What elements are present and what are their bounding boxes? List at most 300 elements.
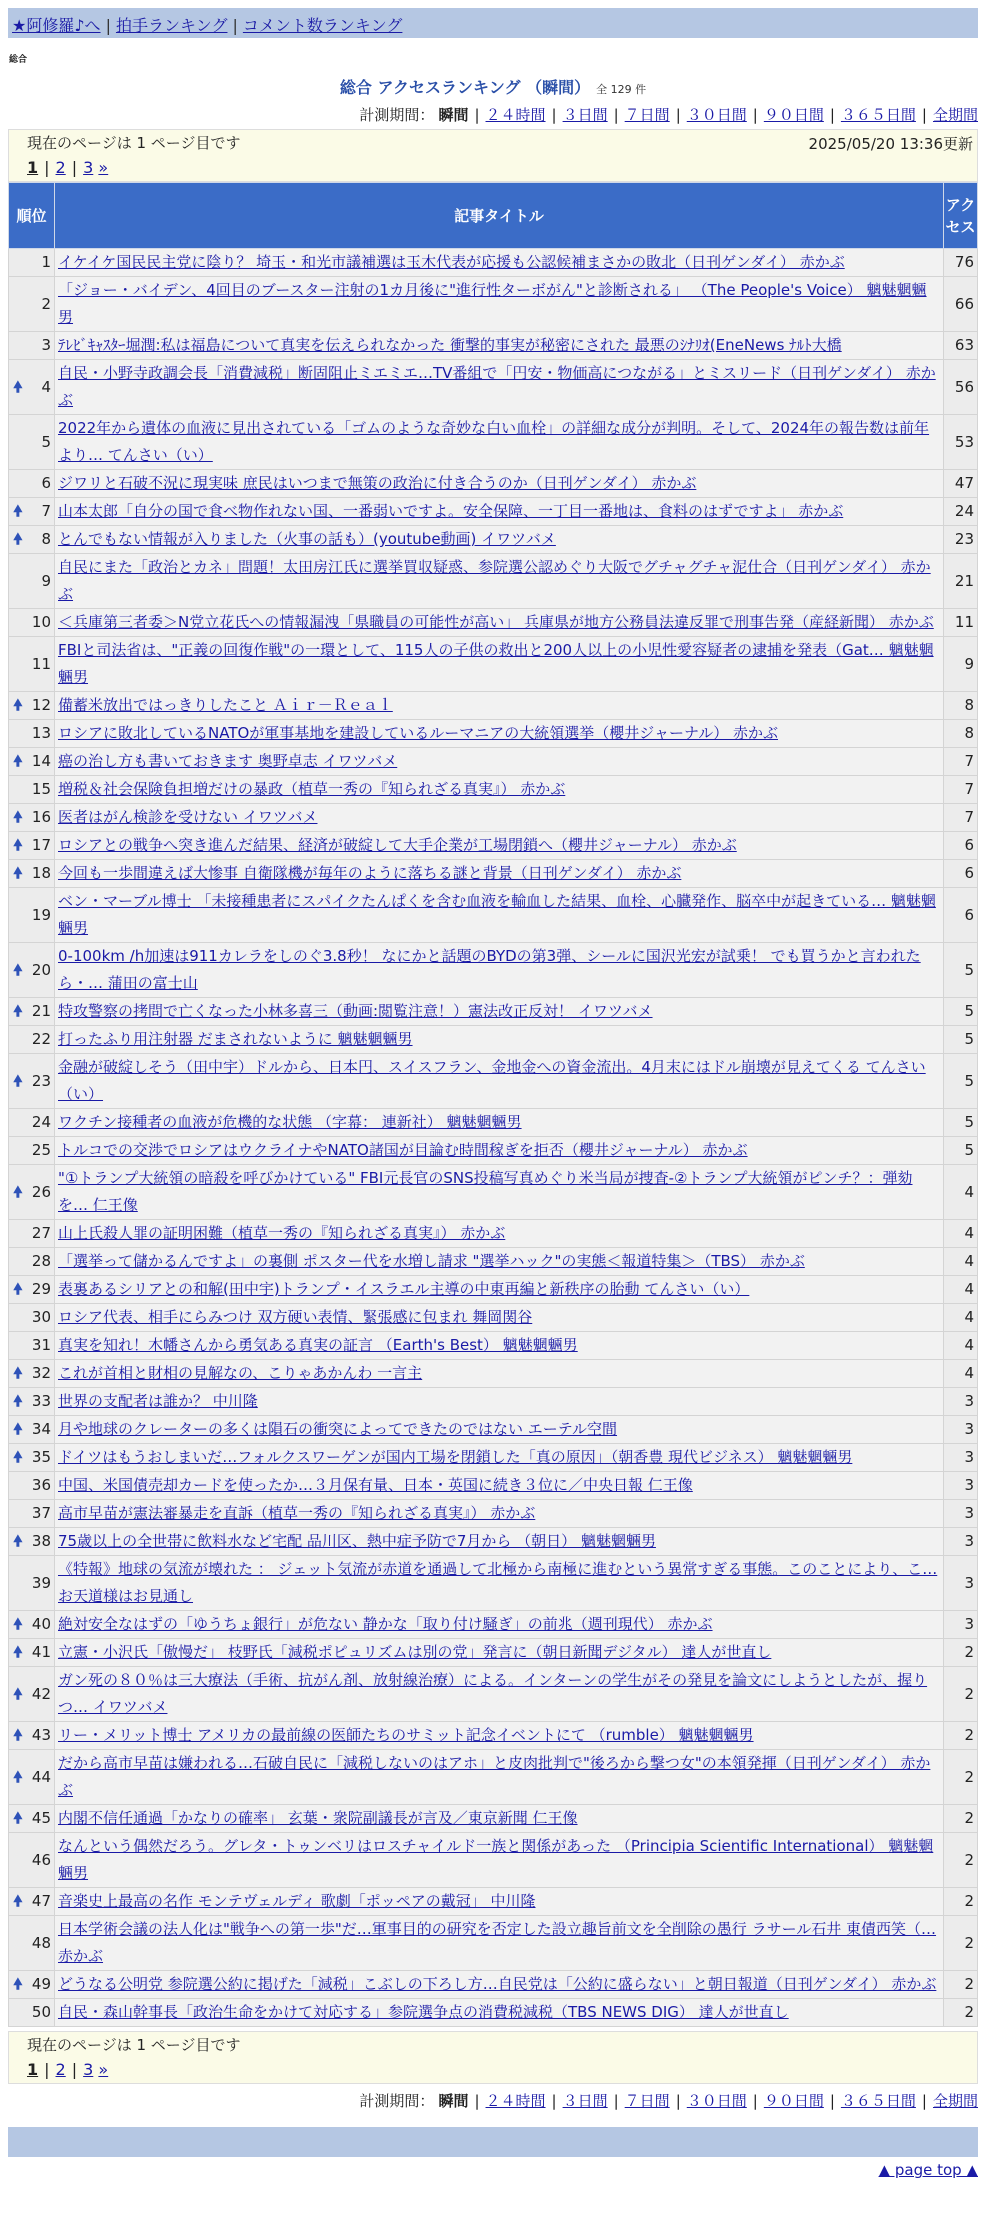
access-count: 2 (944, 1971, 978, 1999)
title-cell (55, 1750, 944, 1805)
period-link[interactable]: ７日間 (624, 106, 670, 124)
access-count: 2 (944, 1833, 978, 1888)
table-row (9, 1388, 978, 1416)
title-cell (55, 1220, 944, 1248)
period-label: 計測期間： (359, 106, 435, 124)
title-cell (55, 998, 944, 1026)
period-link[interactable]: ３０日間 (686, 2092, 747, 2110)
rank-number: 10 (31, 613, 51, 631)
arrow-up-icon: 🠝 (13, 960, 23, 979)
arrow-up-icon: 🠝 (13, 864, 23, 882)
period-separator: | (551, 106, 557, 124)
rank-cell (9, 1999, 55, 2027)
rank-number: 46 (31, 1850, 51, 1869)
rank-cell (9, 1556, 55, 1611)
access-count: 5 (944, 1109, 978, 1137)
rank-number: 9 (41, 571, 51, 590)
article-link[interactable]: これが首相と財相の見解なの、こりゃあかんわ 一言主 (58, 1364, 423, 1382)
title-cell (55, 1999, 944, 2027)
rank-number: 30 (31, 1308, 51, 1326)
table-row (9, 637, 978, 692)
access-count: 56 (944, 360, 978, 415)
title-cell (55, 1416, 944, 1444)
access-count: 9 (944, 637, 978, 692)
top-nav-bar (8, 8, 978, 38)
article-link[interactable]: 「選挙って儲かるんですよ」の裏側 ポスター代を水増し請求 "選挙ハック"の実態＜報道特集＞（TBS） 赤かぶ (58, 1252, 805, 1270)
article-link[interactable]: ロシア代表、相手にらみつけ 双方硬い表情、緊張感に包まれ 舞岡関谷 (58, 1308, 533, 1326)
rank-cell (9, 1416, 55, 1444)
period-separator: | (613, 106, 619, 124)
table-row (9, 609, 978, 637)
title-cell (55, 1276, 944, 1304)
access-count: 4 (944, 1220, 978, 1248)
rank-number: 47 (31, 1892, 51, 1910)
period-link[interactable]: ７日間 (624, 2092, 670, 2110)
article-link[interactable]: 増税＆社会保険負担増だけの暴政（植草一秀の『知られざる真実』） 赤かぶ (58, 780, 566, 798)
rank-cell (9, 720, 55, 748)
total-count: 全 129 件 (596, 83, 647, 96)
rank-number: 39 (31, 1573, 51, 1592)
period-separator: | (921, 106, 927, 124)
rank-number: 34 (31, 1420, 51, 1438)
arrow-up-icon: 🠝 (13, 808, 23, 826)
article-link[interactable]: 金融が破綻しそう（田中宇）ドルから、日本円、スイスフラン、金地金への資金流出。4月末にはドル崩壊が見えてくる てんさい（い） (58, 1058, 926, 1103)
title-header: 記事タイトル (55, 183, 944, 249)
rank-number: 4 (41, 377, 51, 396)
period-link[interactable]: ９０日間 (763, 2092, 824, 2110)
title-cell (55, 804, 944, 832)
article-link[interactable]: "①トランプ大統領の暗殺を呼びかけている" FBI元長官のSNS投稿写真めぐり米当局が捜査-②トランプ大統領がピンチ？：弾劾を… 仁王像 (58, 1169, 913, 1214)
title-cell (55, 1611, 944, 1639)
rank-number: 42 (31, 1684, 51, 1703)
rank-number: 26 (31, 1182, 51, 1201)
article-link[interactable]: 2022年から遺体の血液に見出されている「ゴムのような奇妙な白い血栓」の詳細な成分が判明。そして、2024年の報告数は前年より… てんさい（い） (58, 419, 930, 464)
table-row (9, 776, 978, 804)
access-count: 7 (944, 804, 978, 832)
rank-number: 11 (31, 654, 51, 673)
rank-cell (9, 1888, 55, 1916)
access-count: 4 (944, 1332, 978, 1360)
table-row (9, 1444, 978, 1472)
table-row (9, 1528, 978, 1556)
rank-number: 49 (31, 1975, 51, 1993)
access-count: 5 (944, 1026, 978, 1054)
pager-separator: | (71, 2060, 78, 2079)
article-link[interactable]: 音楽史上最高の名作 モンテヴェルディ 歌劇「ポッペアの戴冠」 中川隆 (58, 1892, 536, 1910)
rank-number: 35 (31, 1448, 51, 1466)
table-row (9, 1276, 978, 1304)
title-cell (55, 1109, 944, 1137)
rank-cell (9, 1722, 55, 1750)
article-link[interactable]: 自民・小野寺政調会長「消費減税」断固阻止ミエミエ…TV番組で「円安・物価高につながる」とミスリード（日刊ゲンダイ） 赤かぶ (58, 364, 936, 409)
article-link[interactable]: 備蓄米放出ではっきりしたこと Ａｉｒ－Ｒｅａｌ (58, 696, 393, 714)
access-count: 7 (944, 776, 978, 804)
arrow-up-icon: 🠝 (13, 1280, 23, 1298)
access-count: 3 (944, 1556, 978, 1611)
rank-cell (9, 249, 55, 277)
title-cell (55, 415, 944, 470)
table-row (9, 1722, 978, 1750)
access-count: 66 (944, 277, 978, 332)
table-row (9, 1556, 978, 1611)
table-row (9, 526, 978, 554)
title-cell (55, 860, 944, 888)
access-count: 2 (944, 1888, 978, 1916)
title-cell (55, 249, 944, 277)
article-link[interactable]: 内閣不信任通過「かなりの確率」 玄葉・衆院副議長が言及／東京新聞 仁王像 (58, 1809, 578, 1827)
rank-number: 28 (31, 1252, 51, 1270)
table-row (9, 1360, 978, 1388)
title-cell (55, 692, 944, 720)
page-info-text: 現在のページは 1 ページ目です (27, 2036, 241, 2054)
ranking-table (8, 182, 978, 2027)
rank-cell (9, 1611, 55, 1639)
article-link[interactable]: 世界の支配者は誰か？ 中川隆 (58, 1392, 258, 1410)
access-count: 5 (944, 998, 978, 1026)
arrow-up-icon: 🠝 (13, 530, 23, 548)
pager (27, 158, 977, 177)
table-row (9, 1888, 978, 1916)
rank-number: 36 (31, 1476, 51, 1494)
table-row (9, 1248, 978, 1276)
arrow-up-icon: 🠝 (13, 752, 23, 770)
rank-cell (9, 1971, 55, 1999)
arrow-up-icon: 🠝 (13, 1071, 23, 1090)
access-count: 47 (944, 470, 978, 498)
nav-separator: | (105, 16, 111, 35)
article-link[interactable]: 癌の治し方も書いておきます 奥野卓志 イワツバメ (58, 752, 398, 770)
arrow-up-icon: 🠝 (13, 1420, 23, 1438)
table-row (9, 1805, 978, 1833)
rank-number: 3 (41, 336, 51, 354)
period-link[interactable]: ２４時間 (485, 2092, 546, 2110)
rank-cell (9, 1332, 55, 1360)
rank-cell (9, 1137, 55, 1165)
arrow-up-icon: 🠝 (13, 377, 23, 396)
arrow-up-icon: 🠝 (13, 1448, 23, 1466)
rank-cell (9, 554, 55, 609)
rank-number: 1 (41, 253, 51, 271)
rank-number: 15 (31, 780, 51, 798)
access-count: 5 (944, 1137, 978, 1165)
arrow-up-icon: 🠝 (13, 1684, 23, 1703)
table-row (9, 1750, 978, 1805)
access-count: 7 (944, 748, 978, 776)
period-selector (0, 104, 978, 125)
table-row (9, 360, 978, 415)
arrow-up-icon: 🠝 (13, 1392, 23, 1410)
article-link[interactable]: ジワリと石破不況に現実味 庶民はいつまで無策の政治に付き合うのか（日刊ゲンダイ） 赤かぶ (58, 474, 697, 492)
table-row (9, 1611, 978, 1639)
rank-cell (9, 1276, 55, 1304)
page-top-link[interactable]: ▲ page top ▲ (878, 2161, 978, 2179)
table-row (9, 1304, 978, 1332)
rank-cell (9, 1667, 55, 1722)
period-separator: | (921, 2092, 927, 2110)
rank-number: 40 (31, 1615, 51, 1633)
table-row (9, 1916, 978, 1971)
ranking-title: 総合 アクセスランキング （瞬間） (339, 78, 591, 97)
rank-number: 37 (31, 1504, 51, 1522)
table-row (9, 1332, 978, 1360)
rank-cell (9, 1360, 55, 1388)
table-row (9, 804, 978, 832)
table-row (9, 1054, 978, 1109)
access-count: 8 (944, 692, 978, 720)
article-link[interactable]: ﾃﾚﾋﾞｷｬｽﾀｰ堀潤:私は福島について真実を伝えられなかった 衝撃的事実が秘密にされた 最悪のｼﾅﾘｵ(EneNews ﾅﾙﾄ大橋 (58, 336, 842, 354)
period-separator: | (675, 106, 681, 124)
title-cell (55, 1304, 944, 1332)
period-separator: | (613, 2092, 619, 2110)
table-row (9, 277, 978, 332)
access-count: 5 (944, 943, 978, 998)
table-row (9, 1639, 978, 1667)
period-link[interactable]: ９０日間 (763, 106, 824, 124)
pager-link[interactable]: 3 (83, 2060, 94, 2079)
table-row (9, 249, 978, 277)
access-count: 3 (944, 1611, 978, 1639)
section-label: 総合 (9, 55, 28, 65)
article-link[interactable]: リー・メリット博士 アメリカの最前線の医師たちのサミット記念イベントにて （rumble） 魑魅魍魎男 (58, 1726, 754, 1744)
article-link[interactable]: だから高市早苗は嫌われる…石破自民に「減税しないのはアホ」と皮肉批判で"後ろから撃つ女"の本領発揮（日刊ゲンダイ） 赤かぶ (58, 1754, 931, 1799)
article-link[interactable]: ガン死の８０％は三大療法（手術、抗がん剤、放射線治療）による。インターンの学生がその発見を論文にしようとしたが、握りつ… イワツバメ (58, 1671, 928, 1716)
article-link[interactable]: 特攻警察の拷問で亡くなった小林多喜三（動画:閲覧注意！）憲法改正反対！ イワツバメ (58, 1002, 653, 1020)
rank-cell (9, 860, 55, 888)
article-link[interactable]: 自民にまた「政治とカネ」問題！太田房江氏に選挙買収疑惑、参院選公認めぐり大阪でグチャグチャ泥仕合（日刊ゲンダイ） 赤かぶ (58, 558, 931, 603)
title-cell (55, 1472, 944, 1500)
arrow-up-icon: 🠝 (13, 1182, 23, 1201)
arrow-up-icon: 🠝 (13, 1975, 23, 1993)
access-count: 4 (944, 1276, 978, 1304)
rank-cell (9, 832, 55, 860)
clap-ranking-link[interactable]: 拍手ランキング (115, 16, 228, 35)
rank-cell (9, 998, 55, 1026)
title-cell (55, 888, 944, 943)
arrow-up-icon: 🠝 (13, 836, 23, 854)
pager-link[interactable]: 2 (55, 158, 66, 177)
article-link[interactable]: なんという偶然だろう。グレタ・トゥンベリはロスチャイルド一族と関係があった （Principia Scientific International） 魑魅魍魎男 (58, 1837, 934, 1882)
rank-number: 14 (31, 752, 51, 770)
article-link[interactable]: 0-100km /h加速は911カレラをしのぐ3.8秒！ なにかと話題のBYDの第3弾、シールに国沢光宏が試乗！ でも買うかと言われたら・… 蒲田の富士山 (58, 947, 921, 992)
period-separator: | (474, 2092, 480, 2110)
access-count: 6 (944, 832, 978, 860)
rank-number: 32 (31, 1364, 51, 1382)
rank-cell (9, 1388, 55, 1416)
rank-number: 12 (31, 696, 51, 714)
pager (27, 2060, 977, 2079)
article-link[interactable]: 打ったふり用注射器 だまされないように 魑魅魍魎男 (58, 1030, 413, 1048)
period-link[interactable]: ３日間 (562, 106, 608, 124)
table-row (9, 1220, 978, 1248)
period-separator: | (752, 2092, 758, 2110)
rank-number: 50 (31, 2003, 51, 2021)
rank-cell (9, 1109, 55, 1137)
article-link[interactable]: どうなる公明党 参院選公約に掲げた「減税」こぶしの下ろし方…自民党は「公約に盛らない」と朝日報道（日刊ゲンダイ） 赤かぶ (58, 1975, 937, 1993)
article-link[interactable]: 自民・森山幹事長「政治生命をかけて対応する」参院選争点の消費税減税（TBS NEWS DIG） 達人が世直し (58, 2003, 789, 2021)
rank-cell (9, 415, 55, 470)
article-link[interactable]: 75歳以上の全世帯に飲料水など宅配 品川区、熱中症予防で7月から （朝日） 魑魅魍魎男 (58, 1532, 656, 1550)
rank-number: 16 (31, 808, 51, 826)
rank-number: 23 (31, 1071, 51, 1090)
table-row (9, 748, 978, 776)
rank-cell (9, 637, 55, 692)
article-link[interactable]: ロシアに敗北しているNATOが軍事基地を建設しているルーマニアの大統領選挙（櫻井ジャーナル） 赤かぶ (58, 724, 779, 742)
title-cell (55, 1528, 944, 1556)
article-link[interactable]: 今回も一歩間違えば大惨事 自衛隊機が毎年のように落ちる謎と背景（日刊ゲンダイ） 赤かぶ (58, 864, 682, 882)
rank-number: 20 (31, 960, 51, 979)
page-info-bottom (8, 2031, 978, 2084)
title-cell (55, 1639, 944, 1667)
access-count: 63 (944, 332, 978, 360)
rank-number: 2 (41, 294, 51, 313)
rank-number: 33 (31, 1392, 51, 1410)
title-cell (55, 637, 944, 692)
rank-cell (9, 1833, 55, 1888)
rank-cell (9, 360, 55, 415)
period-link[interactable]: ３日間 (562, 2092, 608, 2110)
rank-cell (9, 277, 55, 332)
access-count: 4 (944, 1360, 978, 1388)
period-link[interactable]: 全期間 (932, 2092, 978, 2110)
table-row (9, 1971, 978, 1999)
arrow-up-icon: 🠝 (13, 696, 23, 714)
article-link[interactable]: 中国、米国債売却カードを使ったか…３月保有量、日本・英国に続き３位に／中央日報 仁王像 (58, 1476, 693, 1494)
rank-number: 38 (31, 1532, 51, 1550)
title-cell (55, 526, 944, 554)
pager-next-link[interactable]: » (98, 2060, 109, 2079)
table-row (9, 415, 978, 470)
table-row (9, 943, 978, 998)
rank-cell (9, 470, 55, 498)
article-link[interactable]: FBIと司法省は、"正義の回復作戦"の一環として、115人の子供の救出と200人以上の小児性愛容疑者の逮捕を発表（Gat… 魑魅魍魎男 (58, 641, 934, 686)
rank-number: 24 (31, 1113, 51, 1131)
access-count: 3 (944, 1528, 978, 1556)
rank-number: 45 (31, 1809, 51, 1827)
period-separator: | (474, 106, 480, 124)
article-link[interactable]: ベン・マーブル博士 「未接種患者にスパイクたんぱくを含む血液を輸血した結果、血栓、心臓発作、脳卒中が起きている… 魑魅魍魎男 (58, 892, 936, 937)
pager-separator: | (44, 158, 50, 177)
article-link[interactable]: 真実を知れ！木幡さんから勇気ある真実の証言 （Earth's Best） 魑魅魍魎男 (58, 1336, 578, 1354)
article-link[interactable]: 医者はがん検診を受けない イワツバメ (58, 808, 318, 826)
rank-cell (9, 1805, 55, 1833)
article-link[interactable]: 表裏あるシリアとの和解(田中宇)トランプ・イスラエル主導の中東再編と新秩序の胎動 てんさい（い） (58, 1280, 750, 1298)
pager-next-link[interactable]: » (98, 158, 109, 177)
period-link[interactable]: ３６５日間 (840, 106, 916, 124)
table-row (9, 1999, 978, 2027)
article-link[interactable]: 立憲・小沢氏「傲慢だ」 枝野氏「減税ポピュリズムは別の党」発言に（朝日新聞デジタル） 達人が世直し (58, 1643, 772, 1661)
article-link[interactable]: 山本太郎「自分の国で食べ物作れない国、一番弱いですよ。安全保障、一丁目一番地は、食料のはずですよ」 赤かぶ (58, 502, 844, 520)
home-link[interactable]: ★阿修羅♪へ (12, 16, 101, 35)
title-cell (55, 1026, 944, 1054)
access-count: 4 (944, 1248, 978, 1276)
title-cell (55, 1667, 944, 1722)
access-count: 53 (944, 415, 978, 470)
period-link[interactable]: ３６５日間 (840, 2092, 916, 2110)
table-row (9, 998, 978, 1026)
page-info-top (8, 129, 978, 182)
table-row (9, 1026, 978, 1054)
article-link[interactable]: とんでもない情報が入りました（火事の話も）(youtube動画) イワツバメ (58, 530, 556, 548)
article-link[interactable]: イケイケ国民民主党に陰り？ 埼玉・和光市議補選は玉木代表が応援も公認候補まさかの敗北（日刊ゲンダイ） 赤かぶ (58, 253, 845, 271)
article-link[interactable]: 《特報》地球の気流が壊れた ： ジェット気流が赤道を通過して北極から南極に進むという異常すぎる事態。このことにより、こ… お天道様はお見通し (58, 1560, 938, 1605)
period-link[interactable]: 全期間 (932, 106, 978, 124)
page-info-text: 現在のページは 1 ページ目です (27, 134, 241, 152)
arrow-up-icon: 🠝 (13, 1726, 23, 1744)
access-count: 3 (944, 1444, 978, 1472)
comment-ranking-link[interactable]: コメント数ランキング (242, 16, 403, 35)
title-cell (55, 720, 944, 748)
article-link[interactable]: ワクチン接種者の血液が危機的な状態 （字幕： 連新社） 魑魅魍魎男 (58, 1113, 522, 1131)
table-row (9, 888, 978, 943)
article-link[interactable]: 高市早苗が憲法審暴走を直訴（植草一秀の『知られざる真実』） 赤かぶ (58, 1504, 536, 1522)
title-cell (55, 1971, 944, 1999)
article-link[interactable]: ドイツはもうおしまいだ…フォルクスワーゲンが国内工場を閉鎖した「真の原因」（朝香豊 現代ビジネス） 魑魅魍魎男 (58, 1448, 853, 1466)
table-row (9, 1667, 978, 1722)
rank-cell (9, 1444, 55, 1472)
rank-number: 7 (41, 502, 51, 520)
rank-cell (9, 776, 55, 804)
pager-separator: | (44, 2060, 50, 2079)
title-cell (55, 1165, 944, 1220)
title-cell (55, 1332, 944, 1360)
article-link[interactable]: ロシアとの戦争へ突き進んだ結果、経済が破綻して大手企業が工場閉鎖へ（櫻井ジャーナル） 赤かぶ (58, 836, 737, 854)
access-count: 4 (944, 1165, 978, 1220)
article-link[interactable]: 山上氏殺人罪の証明困難（植草一秀の『知られざる真実』） 赤かぶ (58, 1224, 506, 1242)
article-link[interactable]: トルコでの交渉でロシアはウクライナやNATO諸国が目論む時間稼ぎを拒否（櫻井ジャーナル） 赤かぶ (58, 1141, 748, 1159)
table-row (9, 1137, 978, 1165)
pager-link[interactable]: 3 (83, 158, 94, 177)
title-cell (55, 554, 944, 609)
table-row (9, 1416, 978, 1444)
table-row (9, 860, 978, 888)
title-cell (55, 1054, 944, 1109)
access-count: 6 (944, 888, 978, 943)
article-link[interactable]: 「ジョー・バイデン、4回目のブースター注射の1カ月後に"進行性ターボがん"と診断される」 （The People's Voice） 魑魅魍魎男 (58, 281, 927, 326)
table-row (9, 1165, 978, 1220)
title-cell (55, 1556, 944, 1611)
arrow-up-icon: 🠝 (13, 1809, 23, 1827)
rank-header: 順位 (9, 183, 55, 249)
period-link[interactable]: ２４時間 (485, 106, 546, 124)
title-cell (55, 1444, 944, 1472)
rank-cell (9, 1165, 55, 1220)
title-cell (55, 609, 944, 637)
table-row (9, 692, 978, 720)
article-link[interactable]: ＜兵庫第三者委＞N党立花氏への情報漏洩「県職員の可能性が高い」 兵庫県が地方公務員法違反罪で刑事告発（産経新聞） 赤かぶ (58, 613, 934, 631)
arrow-up-icon: 🠝 (13, 1615, 23, 1633)
title-cell (55, 1916, 944, 1971)
rank-number: 8 (41, 530, 51, 548)
pager-link[interactable]: 2 (55, 2060, 66, 2079)
pager-current: 1 (27, 2060, 39, 2079)
access-count: 21 (944, 554, 978, 609)
arrow-up-icon: 🠝 (13, 502, 23, 520)
access-count: 24 (944, 498, 978, 526)
title-cell (55, 1722, 944, 1750)
access-count: 4 (944, 1304, 978, 1332)
article-link[interactable]: 絶対安全なはずの「ゆうちょ銀行」が危ない 静かな「取り付け騒ぎ」の前兆（週刊現代） 赤かぶ (58, 1615, 713, 1633)
period-link[interactable]: ３０日間 (686, 106, 747, 124)
title-cell (55, 1500, 944, 1528)
article-link[interactable]: 日本学術会議の法人化は"戦争への第一歩"だ…軍事目的の研究を否定した設立趣旨前文を全削除の愚行 ラサール石井 東債西笑（… 赤かぶ (58, 1920, 937, 1965)
ranking-heading (0, 75, 986, 98)
rank-number: 22 (31, 1030, 51, 1048)
title-cell (55, 943, 944, 998)
rank-number: 31 (31, 1336, 51, 1354)
table-row (9, 1833, 978, 1888)
article-link[interactable]: 月や地球のクレーターの多くは隕石の衝突によってできたのではない エーテル空間 (58, 1420, 618, 1438)
rank-number: 13 (31, 724, 51, 742)
